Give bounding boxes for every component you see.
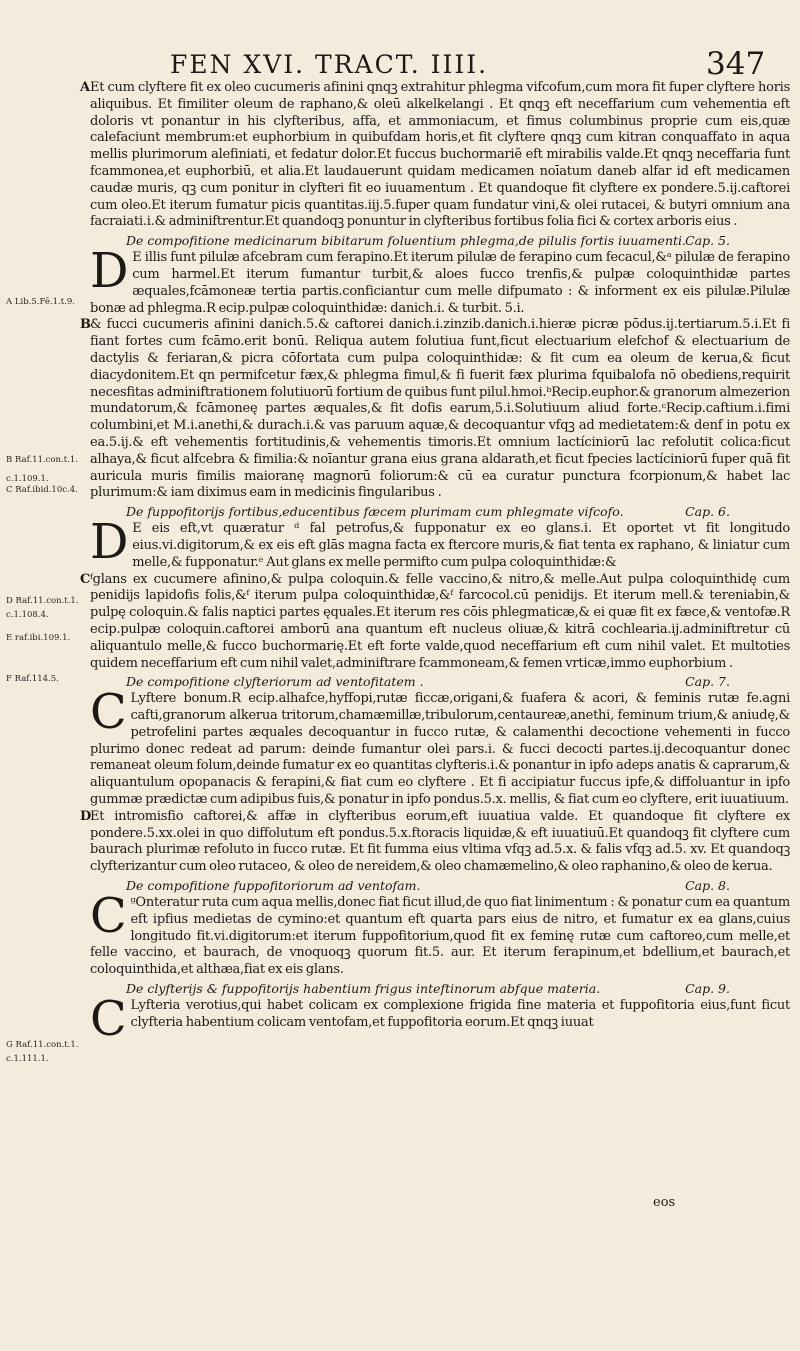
margin-note: D Raf.11.con.t.1. [6,596,79,606]
catchword: eos [653,1195,676,1210]
text-section [80,80,790,231]
paragraph: D Et intromisfio caftorei,& affæ in clyfteribus eorum,eft iuuatiua valde. Et quandoque fit clyftere ex pondere.5.xx.olei in quo diffolutum eft pondus.5.x.ftoracis liquidæ,& eft iuuatiuū.Et quandoqꝫ fit clyftere cum baurach plurimæ refoluto in fucco rutæ. Et fit fumma eius vltima vfqꝫ ad.5.x. & falis vfqꝫ ad.5. xv. Et quandoqꝫ clyfterizantur cum oleo rutaceo, & oleo de nereidem,& oleo chamæmelino,& oleo raphanino,& oleo de kerua. [80,808,790,875]
paragraph: C Lyfteria verotius,qui habet colicam ex complexione frigida fine materia et fuppofitoria eius,funt ficut clyfteria habentium colicam ventofam,et fuppofitoria eorum.Et qnqꝫ iuuat [90,991,790,1048]
margin-note: G Raf.11.con.t.1. [6,1040,79,1050]
paragraph-letter: A [80,80,90,95]
chapter-heading [90,878,790,894]
chapter-heading-text: De compofitione medicinarum bibitarum foluentium phlegma,de pilulis fortis iuuamenti. [126,233,686,249]
paragraph: C ᶠglans ex cucumere afinino,& pulpa coloquin.& felle vaccino,& nitro,& melle.Aut pulpa coloquinthidę cum penidijs lapidofis folis,&ᶠ iterum pulpa coloquinthidæ,&ᶠ farcocol.cū penidijs. Et iterum mell.& tereniabin,& pulpę coloquin.& falis naptici partes ęquales.Et iterum res cōis phlegmaticæ,& ei quæ fit ex fæce,& ventofæ.R ecip.pulpæ coloquin.caftorei amborū ana quantum eft nucleus oliuæ,& kitrā cochlearia.ij.adminiftretur cū aliquantulo melle,& fucco buchormarię.Et eft forte valde,quod neceffarium eft cum nihil valet. Et multoties quidem neceffarium eft cum nihil valet,adminiftrare fcammoneam,& femen vrticæ,immo euphorbium . [80,571,790,671]
paragraph-letter: C [80,571,91,587]
text-section [90,504,790,571]
chapter-heading-text: De compofitione fuppofitoriorum ad ventofam. [126,878,421,894]
drop-initial: D [90,243,129,300]
drop-initial: D [90,514,129,571]
chapter-heading [90,674,790,690]
drop-initial: C [90,991,127,1048]
text-section [80,571,790,673]
paragraph: B & fucci cucumeris afinini danich.5.& caftorei danich.i.zinzib.danich.i.hieræ picræ pōdus.ij.tertiarum.5.i.Et fi fiant fortes cum fcāmo.erit bonū. Reliqua autem folutiua funt,ficut electuarium elefchof & electuarium de dactylis & feriaran,& picra cōfortata cum pulpa coloquinthidæ: & fit cum ea oleum de kerua,& ficut diacydonitem.Et qn permifcetur fæx,& phlegma fimul,& fi fuerit fæx plurima fquibalofa nō obediens,requirit necesfitas adminiftrationem folutiuorū fortium de quibus funt pilul.hmoi.ᵇRecip.euphor.& granorum almezerion mundatorum,& fcāmoneę partes æquales,& fit dofis earum,5.i.Solutiuum aliud forte.ᶜRecip.caftium.i.fimi columbini,et M.i.anethi,& durach.i.& vas paruum aquæ,& decoquantur vfqꝫ ad medietatem:& denf in potu ex ea.5.ij.& eft vehementis fortitudinis,& vehementis timoris.Et omnium lactíciniorū lac refolutit colica:ficut alhaya,& ficut alfcebra & fimilia:& noīantur grana eius grana aldarath,et ficut fpecies lactíciniorū fuper quā fit auricula muris fimilis maioranę magnorū foliorum:& cū ea curatur punctura fcorpionum,& habet lac plurimum:& iam diximus eam in medicinis fingularibus . [80,317,790,501]
paragraph-letter: D [80,808,92,824]
drop-initial: C [90,888,127,945]
text-section [90,981,790,1048]
chapter-heading [90,981,790,997]
margin-note: E raf.ibi.109.1. [6,633,71,643]
margin-note: c.1.108.4. [6,610,49,620]
margin-note: A Lib.5.Fē.1.t.9. [6,297,75,307]
chapter-number: Cap. 7. [685,674,730,690]
paragraph: C ᵍOnteratur ruta cum aqua mellis,donec fiat ficut illud,de quo fiat linimentum : & ponatur cum ea quantum eft ipfius medietas de cymino:et quantum eft quarta pars eius de nitro, et fumatur ex ea glans,cuius longitudo fit.vi.digitorum:et iterum fuppofitorium,quod fit ex feminę rutæ cum caftoreo,cum melle,et felle vaccino, et baurach, de vnoquoqꝫ quorum fit.5. aur. Et iterum ferapinum,et bdellium,et baurach,et coloquinthida,et althæa,fiat ex eis glans. [90,888,790,978]
text-section [90,233,790,317]
margin-note: c.1.109.1. [6,474,49,484]
margin-note: C Raf.ibid.10c.4. [6,485,78,495]
text-body [80,80,790,1048]
paragraph: C Lyftere bonum.R ecip.alhafce,hyffopi,rutæ ficcæ,origani,& fuafera & acori, & feminis rutæ fe.agni cafti,granorum alkerua tritorum,chamæmillæ,tribulorum,centaureæ,anethi, feminum trium,& aniudę,& petrofelini partes æquales decoquantur in fucco rutæ, & calamenthi decoctione vehementi in fucco plurimo donec redeat ad parum: deinde fumantur olei pars.i. & fucci decocti partes.ij.decoquantur donec remaneat oleum folum,deinde fumatur ex eo quantitas clyfteris.i.& ponantur in ipfo adeps anatis & caprarum,& aliquantulum opopanacis & ferapini,& fiat cum eo clyftere . Et fi accipiatur fuccus ipfe,& diffoluantur in ipfo gummæ prædictæ cum adipibus fuis,& ponatur in ipfo pondus.5.x. mellis, & fiat cum eo clyftere, erit iuuatiuum. [90,684,790,808]
margin-note: B Raf.11.con.t.1. [6,455,78,465]
chapter-heading-text: De clyfterijs & fuppofitorijs habentium frigus inteftinorum abfque materia. [126,981,601,997]
chapter-heading-text: De compofitione clyfteriorum ad ventofitatem . [126,674,424,690]
page-number: 347 [706,46,766,82]
chapter-heading [90,233,790,249]
chapter-number: Cap. 9. [685,981,730,997]
drop-initial: C [90,684,127,741]
margin-note: F Raf.114.5. [6,674,59,684]
running-title: FEN XVI. TRACT. IIII. [170,50,489,79]
chapter-number: Cap. 6. [685,504,730,520]
paragraph-letter: B [80,317,91,333]
text-section [90,674,790,809]
chapter-heading [90,504,790,520]
paragraph: D E eis eft,vt quæratur ᵈ fal petrofus,& fupponatur ex eo glans.i. Et oportet vt fit longitudo eius.vi.digitorum,& ex eis eft glās magna facta ex ftercore muris,& fiat tenta ex raphano, & liniatur cum melle,& fupponatur.ᵉ Aut glans ex melle permifto cum pulpa coloquinthidæ:& [90,514,790,571]
text-section [80,317,790,502]
margin-note: c.1.111.1. [6,1054,49,1064]
chapter-number: Cap. 5. [685,233,730,249]
paragraph: A Et cum clyftere fit ex oleo cucumeris afinini qnqꝫ extrahitur phlegma vifcofum,cum mora fit fuper clyftere horis aliquibus. Et fimiliter oleum de raphano,& oleū alkelkelangi . Et qnqꝫ eft neceffarium cum vehementia eft doloris vt ponantur in his clyfteribus, affa, et ammoniacum, et fimus columbinus proprie cum eis,quæ calefaciunt membrum:et euphorbium in quibufdam horis,et fit clyftere qnqꝫ cum kitran conquaffato in aqua mellis plurimorum alefiniati, et fedatur dolor.Et fuccus buchormariĕ eft mirabilis valde.Et qnqꝫ neceffaria funt fcammonea,et euphorbiū, et alia.Et laudauerunt quidam medicamen noīatum daneb alfar id eft medicamen caudæ muris, qꝫ cum ponitur in clyfteri fit eo iuuamentum . Et quandoque fit clyftere ex pondere.5.ij.caftorei cum oleo.Et iterum fumatur picis quantitas.iij.5.fuper quam fundatur vini,& olei rutacei, & butyri omnium ana facraiati.i.& adminiftrentur.Et quandoqꝫ ponuntur in clyfteribus fortibus folia fici & cortex arboris eius . [80,80,790,230]
chapter-number: Cap. 8. [685,878,730,894]
text-section [90,878,790,979]
text-section [80,808,790,876]
chapter-heading-text: De fuppofitorijs fortibus,educentibus fæcem plurimam cum phlegmate vifcofo. [126,504,624,520]
paragraph: D E illis funt pilulæ afcebram cum ferapino.Et iterum pilulæ de ferapino cum fecacul,&ᵃ pilulæ de ferapino cum harmel.Et iterum fumantur turbit,& aloes fucco trenfis,& pulpæ coloquinthidæ partes æquales,fcāmoneæ tertia partis.conficiantur cum melle difpumato : & informent ex eis pilulæ.Pilulæ bonæ ad phlegma.R ecip.pulpæ coloquinthidæ: danich.i. & turbit. 5.i. [90,243,790,316]
